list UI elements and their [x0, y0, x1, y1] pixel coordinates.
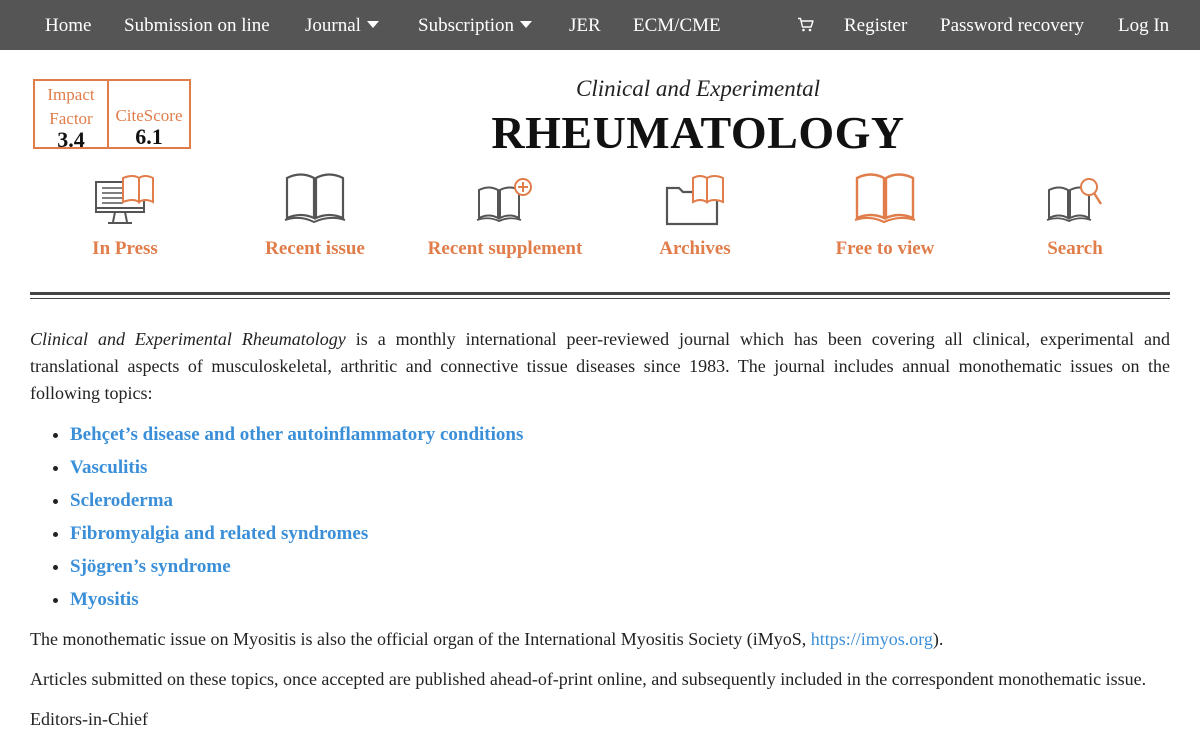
- citescore-label: CiteScore: [115, 106, 183, 125]
- topic-link-scleroderma[interactable]: Scleroderma: [70, 490, 174, 511]
- topic-link-sjogren[interactable]: Sjögren’s syndrome: [70, 556, 231, 577]
- quick-link-label: Free to view: [835, 238, 935, 259]
- intro-paragraph: [30, 326, 1170, 407]
- impact-factor-label-1: Impact: [47, 85, 95, 104]
- folder-book-icon: [663, 172, 727, 226]
- topic-link-myositis[interactable]: Myositis: [70, 589, 139, 610]
- quick-link-label: Recent supplement: [427, 238, 583, 259]
- caret-down-icon: [520, 21, 532, 28]
- metrics-badge: [33, 79, 191, 152]
- quick-link-label: Recent issue: [265, 238, 365, 259]
- editors-heading: Editors-in-Chief: [30, 709, 148, 729]
- quick-link-recent-supplement[interactable]: [410, 172, 600, 260]
- topic-link-fibromyalgia[interactable]: Fibromyalgia and related syndromes: [70, 523, 369, 544]
- nav-ecm-cme[interactable]: ECM/CME: [633, 15, 721, 36]
- list-item: [70, 418, 1170, 451]
- cart-icon[interactable]: [797, 0, 814, 50]
- nav-password-recovery[interactable]: Password recovery: [940, 15, 1085, 36]
- impact-factor-label-2: Factor: [49, 109, 93, 128]
- quick-link-label: Archives: [659, 238, 731, 259]
- myositis-text-end: ).: [932, 629, 944, 649]
- nav-register[interactable]: Register: [844, 15, 908, 36]
- topic-link-vasculitis[interactable]: Vasculitis: [70, 457, 148, 478]
- caret-down-icon: [367, 21, 379, 28]
- quick-link-label: Search: [1047, 238, 1103, 259]
- list-item: [70, 550, 1170, 583]
- impact-factor-value: 3.4: [57, 127, 85, 152]
- quick-link-recent-issue[interactable]: [220, 172, 410, 260]
- topic-list: [30, 418, 1170, 616]
- nav-journal-label: Journal: [305, 15, 361, 36]
- list-item: [70, 451, 1170, 484]
- topic-link-behcet[interactable]: Behçet’s disease and other autoinflammatory conditions: [70, 424, 524, 445]
- list-item: [70, 583, 1170, 616]
- nav-home[interactable]: Home: [45, 15, 92, 36]
- citescore-value: 6.1: [135, 124, 163, 149]
- journal-subtitle: Clinical and Experimental: [575, 76, 820, 101]
- main-content: [30, 326, 1170, 733]
- quick-link-label: In Press: [92, 238, 158, 259]
- quick-link-in-press[interactable]: [30, 172, 220, 260]
- impact-factor: [35, 81, 109, 152]
- myositis-text: The monothematic issue on Myositis is also the official organ of the International Myositis Society (iMyoS,: [30, 629, 811, 649]
- articles-paragraph: Articles submitted on these topics, once accepted are published ahead-of-print online, and subsequently included in the correspondent monothematic issue.: [30, 669, 1147, 689]
- open-book-icon: [853, 172, 917, 226]
- myositis-paragraph: [30, 626, 1170, 653]
- journal-title[interactable]: RHEUMATOLOGY: [491, 107, 905, 158]
- top-navigation: [0, 0, 1200, 50]
- imyos-link[interactable]: https://imyos.org: [810, 629, 933, 649]
- intro-text: is a monthly international peer-reviewed journal which has been covering all clinical, experimental and translational aspects of musculoskeletal, arthritic and connective tissue diseases since 1983. The journal includes annual monothematic issues on the following topics:: [30, 329, 1170, 403]
- nav-subscription[interactable]: [418, 0, 532, 50]
- book-search-icon: [1043, 172, 1107, 226]
- quick-link-archives[interactable]: [600, 172, 790, 260]
- book-plus-icon: [473, 172, 537, 226]
- nav-jer[interactable]: JER: [569, 15, 601, 36]
- nav-login[interactable]: Log In: [1118, 15, 1170, 36]
- nav-journal[interactable]: [305, 0, 379, 50]
- nav-submission-online[interactable]: Submission on line: [124, 15, 270, 36]
- list-item: [70, 517, 1170, 550]
- quick-link-search[interactable]: [980, 172, 1170, 260]
- citescore: [109, 81, 189, 147]
- nav-subscription-label: Subscription: [418, 15, 515, 36]
- open-book-icon: [283, 172, 347, 226]
- quick-link-free-to-view[interactable]: [790, 172, 980, 260]
- list-item: [70, 484, 1170, 517]
- header-divider: [30, 292, 1170, 299]
- monitor-book-icon: [93, 172, 157, 226]
- journal-name-italic: Clinical and Experimental Rheumatology: [30, 329, 346, 349]
